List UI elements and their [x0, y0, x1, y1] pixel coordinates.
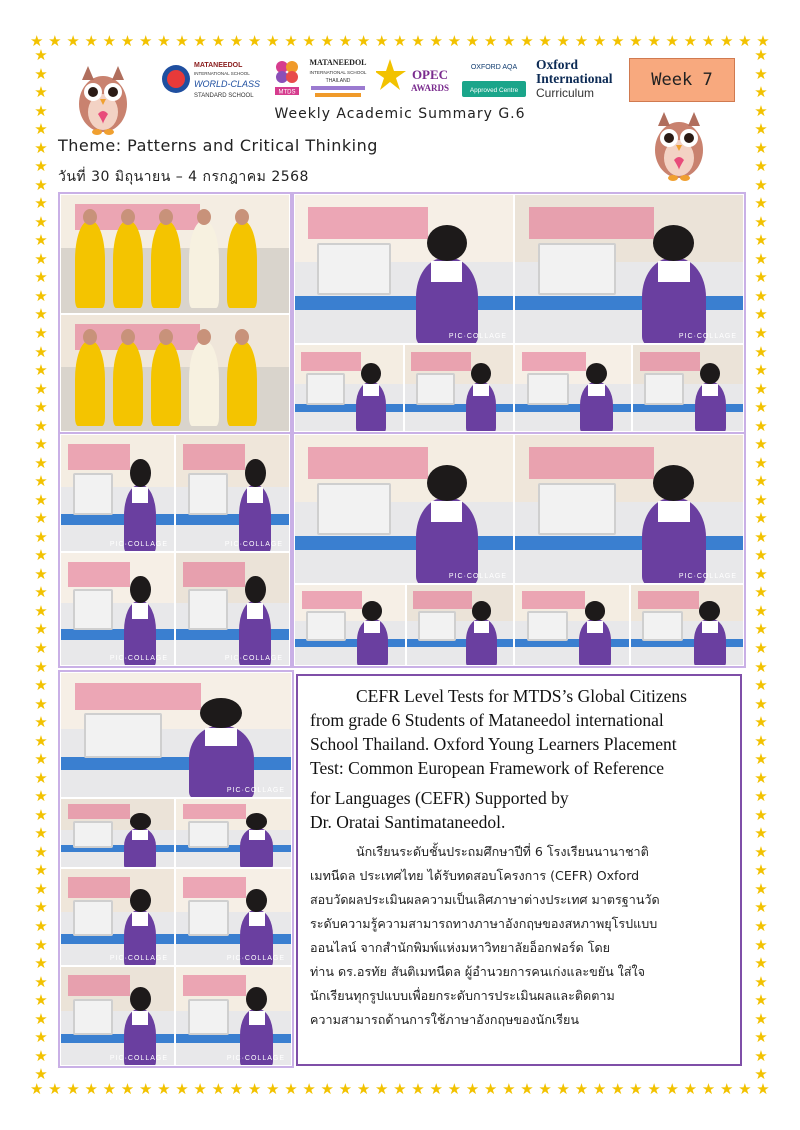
star-icon: ★: [447, 1080, 462, 1098]
star-icon: ★: [754, 935, 768, 954]
collage-watermark: PIC·COLLAGE: [109, 955, 168, 962]
star-icon: ★: [34, 583, 48, 602]
mataneedol-logo-line2: INTERNATIONAL SCHOOL: [309, 70, 367, 75]
worldclass-logo-line2: INTERNATIONAL SCHOOL: [194, 71, 250, 76]
star-icon: ★: [754, 361, 768, 380]
star-icon: ★: [754, 453, 768, 472]
star-icon: ★: [34, 601, 48, 620]
star-icon: ★: [754, 639, 768, 657]
star-icon: ★: [683, 32, 698, 50]
star-icon: ★: [34, 546, 48, 565]
star-icon: ★: [665, 32, 679, 50]
star-icon: ★: [34, 713, 48, 732]
article-heading-line: from grade 6 Students of Mataneedol international: [310, 710, 664, 730]
star-icon: ★: [34, 898, 48, 917]
star-icon: ★: [465, 1080, 480, 1098]
star-icon: ★: [738, 32, 752, 50]
collage-watermark: PIC·COLLAGE: [109, 655, 168, 662]
article-heading-line: Test: Common European Framework of Reference: [310, 758, 665, 778]
star-icon: ★: [756, 32, 770, 50]
collage-watermark: PIC·COLLAGE: [109, 1055, 168, 1062]
star-icon: ★: [754, 898, 768, 917]
star-icon: ★: [34, 1046, 48, 1065]
collage-watermark: PIC·COLLAGE: [678, 333, 737, 340]
star-icon: ★: [465, 32, 480, 50]
star-icon: ★: [754, 824, 768, 843]
collage-watermark: PIC·COLLAGE: [226, 1055, 285, 1062]
owl-mascot-left-icon: [70, 62, 136, 136]
star-icon: ★: [157, 1080, 171, 1098]
collage-frame: [58, 670, 294, 1068]
star-icon: ★: [34, 1028, 48, 1047]
star-icon: ★: [34, 805, 48, 824]
star-icon: ★: [102, 32, 117, 50]
star-icon: ★: [34, 879, 48, 898]
star-icon: ★: [34, 268, 48, 287]
star-icon: ★: [754, 657, 768, 676]
star-icon: ★: [320, 32, 334, 50]
star-icon: ★: [592, 1080, 607, 1098]
mataneedol-logo: [305, 55, 371, 103]
star-icon: ★: [34, 323, 48, 342]
star-icon: ★: [34, 824, 48, 843]
star-icon: ★: [34, 175, 48, 194]
star-icon: ★: [629, 32, 643, 50]
star-icon: ★: [34, 676, 48, 695]
star-icon: ★: [754, 564, 768, 583]
star-icon: ★: [34, 249, 48, 268]
thai-line: นักเรียนทุกรูปแบบเพื่อยกระดับการประเมินผลและติดตาม: [310, 988, 615, 1003]
star-icon: ★: [84, 1080, 98, 1098]
star-icon: ★: [175, 32, 189, 50]
star-icon: ★: [754, 1065, 768, 1083]
star-icon: ★: [574, 32, 589, 50]
star-icon: ★: [538, 1080, 552, 1098]
star-icon: ★: [34, 694, 48, 713]
star-icon: ★: [754, 490, 768, 509]
star-icon: ★: [483, 1080, 498, 1098]
star-icon: ★: [502, 1080, 516, 1098]
star-icon: ★: [34, 731, 48, 750]
opec-logo-line1: OPEC: [411, 67, 449, 82]
star-icon: ★: [719, 1080, 734, 1098]
star-icon: ★: [102, 1080, 117, 1098]
oxford-curriculum-logo: [536, 55, 624, 103]
star-icon: ★: [754, 1046, 768, 1065]
oxford-curriculum-line2: International: [536, 71, 613, 86]
star-icon: ★: [34, 527, 48, 546]
star-icon: ★: [754, 546, 768, 565]
star-icon: ★: [302, 32, 316, 50]
worldclass-logo-line4: STANDARD SCHOOL: [194, 93, 254, 99]
collage-watermark: PIC·COLLAGE: [448, 573, 507, 580]
star-icon: ★: [138, 1080, 153, 1098]
star-icon: ★: [754, 713, 768, 732]
star-icon: ★: [211, 1080, 226, 1098]
star-icon: ★: [754, 861, 768, 880]
star-icon: ★: [754, 620, 768, 639]
star-icon: ★: [284, 32, 298, 50]
star-icon: ★: [84, 32, 98, 50]
star-icon: ★: [754, 231, 768, 250]
star-icon: ★: [738, 1080, 752, 1098]
star-icon: ★: [754, 750, 768, 769]
star-icon: ★: [34, 991, 48, 1010]
opec-logo-line2: AWARDS: [410, 83, 450, 93]
star-icon: ★: [34, 787, 48, 806]
star-icon: ★: [520, 1080, 534, 1098]
star-icon: ★: [34, 972, 48, 991]
star-icon: ★: [266, 32, 280, 50]
star-icon: ★: [48, 32, 62, 50]
star-icon: ★: [754, 379, 768, 398]
star-icon: ★: [34, 490, 48, 509]
star-icon: ★: [754, 509, 768, 528]
collage-watermark: PIC·COLLAGE: [224, 541, 283, 548]
star-border-top: [30, 32, 770, 50]
star-icon: ★: [34, 435, 48, 454]
star-icon: ★: [701, 32, 716, 50]
collage-watermark: PIC·COLLAGE: [226, 955, 285, 962]
star-icon: ★: [34, 157, 48, 176]
star-icon: ★: [34, 83, 48, 102]
star-icon: ★: [266, 1080, 280, 1098]
star-icon: ★: [411, 1080, 425, 1098]
star-icon: ★: [211, 32, 226, 50]
star-icon: ★: [754, 991, 768, 1010]
collage-watermark: PIC·COLLAGE: [224, 655, 283, 662]
star-icon: ★: [754, 472, 768, 491]
theme-heading: Theme: Patterns and Critical Thinking: [58, 136, 378, 155]
star-icon: ★: [34, 305, 48, 324]
star-icon: ★: [34, 453, 48, 472]
star-icon: ★: [34, 48, 48, 64]
star-icon: ★: [754, 48, 768, 64]
star-icon: ★: [754, 212, 768, 231]
star-icon: ★: [34, 286, 48, 305]
star-icon: ★: [193, 1080, 207, 1098]
star-icon: ★: [592, 32, 607, 50]
star-icon: ★: [229, 32, 244, 50]
star-icon: ★: [754, 676, 768, 695]
star-icon: ★: [157, 32, 171, 50]
star-icon: ★: [754, 83, 768, 102]
star-icon: ★: [34, 509, 48, 528]
star-border-right: [752, 48, 770, 1083]
star-icon: ★: [34, 657, 48, 676]
star-icon: ★: [754, 1009, 768, 1028]
star-icon: ★: [754, 286, 768, 305]
oxford-curriculum-line1: Oxford: [536, 57, 578, 72]
star-icon: ★: [34, 935, 48, 954]
week-label: Week 7: [651, 70, 713, 90]
collage-frame: [58, 192, 292, 434]
star-icon: ★: [120, 32, 135, 50]
star-icon: ★: [34, 120, 48, 139]
star-icon: ★: [175, 1080, 189, 1098]
star-icon: ★: [756, 1080, 770, 1098]
collage-frame: [58, 432, 292, 668]
collage-watermark: PIC·COLLAGE: [226, 787, 285, 794]
star-icon: ★: [138, 32, 153, 50]
star-icon: ★: [611, 32, 625, 50]
star-icon: ★: [701, 1080, 716, 1098]
star-icon: ★: [754, 842, 768, 861]
oxford-aqa-logo-line2: Approved Centre: [469, 87, 519, 94]
thai-line: ระดับความรู้ความสามารถทางภาษาอังกฤษของสหภาพยุโรปแบบ: [310, 916, 658, 931]
article-heading-line: Dr. Oratai Santimataneedol.: [310, 812, 506, 832]
mtds-logo-text: MTDS: [278, 89, 296, 96]
star-icon: ★: [34, 564, 48, 583]
star-icon: ★: [34, 842, 48, 861]
star-icon: ★: [447, 32, 462, 50]
star-icon: ★: [754, 954, 768, 973]
star-icon: ★: [34, 416, 48, 435]
star-icon: ★: [556, 1080, 570, 1098]
article-thai-body: [310, 840, 726, 1032]
star-icon: ★: [754, 527, 768, 546]
star-icon: ★: [247, 32, 262, 50]
star-icon: ★: [754, 601, 768, 620]
star-icon: ★: [538, 32, 552, 50]
star-icon: ★: [411, 32, 425, 50]
star-icon: ★: [754, 805, 768, 824]
article-heading-line: School Thailand. Oxford Young Learners Placement: [310, 734, 677, 754]
star-icon: ★: [34, 398, 48, 417]
star-icon: ★: [556, 32, 570, 50]
star-icon: ★: [754, 101, 768, 120]
star-icon: ★: [34, 212, 48, 231]
star-icon: ★: [338, 32, 353, 50]
star-icon: ★: [30, 1080, 44, 1098]
star-icon: ★: [302, 1080, 316, 1098]
star-icon: ★: [30, 32, 44, 50]
star-icon: ★: [647, 1080, 661, 1098]
star-icon: ★: [754, 268, 768, 287]
star-icon: ★: [34, 916, 48, 935]
star-icon: ★: [48, 1080, 62, 1098]
thai-line: สอบวัดผลประเมินผลความเป็นเลิศภาษาต่างประเทศ มาตรฐานวัด: [310, 892, 660, 907]
star-icon: ★: [754, 787, 768, 806]
star-icon: ★: [34, 1065, 48, 1083]
star-icon: ★: [754, 194, 768, 213]
article-heading-line: for Languages (CEFR) Supported by: [310, 788, 569, 808]
star-icon: ★: [66, 1080, 80, 1098]
star-icon: ★: [754, 64, 768, 83]
star-icon: ★: [34, 342, 48, 361]
star-icon: ★: [34, 101, 48, 120]
oxford-curriculum-line3: Curriculum: [536, 86, 595, 100]
star-icon: ★: [647, 32, 661, 50]
star-icon: ★: [34, 64, 48, 83]
star-icon: ★: [34, 361, 48, 380]
star-icon: ★: [754, 138, 768, 157]
star-icon: ★: [429, 1080, 443, 1098]
collage-watermark: PIC·COLLAGE: [448, 333, 507, 340]
thai-line: ออนไลน์ จากสำนักพิมพ์แห่งมหาวิทยาลัยอ็อกฟอร์ด โดย: [310, 940, 611, 955]
star-border-bottom: [30, 1080, 770, 1098]
star-icon: ★: [429, 32, 443, 50]
mataneedol-logo-line1: MATANEEDOL: [309, 58, 367, 67]
star-icon: ★: [34, 750, 48, 769]
star-icon: ★: [754, 398, 768, 417]
star-icon: ★: [754, 435, 768, 454]
star-icon: ★: [754, 249, 768, 268]
star-icon: ★: [719, 32, 734, 50]
star-icon: ★: [574, 1080, 589, 1098]
star-icon: ★: [754, 916, 768, 935]
star-icon: ★: [502, 32, 516, 50]
star-icon: ★: [356, 32, 371, 50]
star-icon: ★: [754, 342, 768, 361]
star-icon: ★: [754, 416, 768, 435]
collage-watermark: PIC·COLLAGE: [109, 541, 168, 548]
star-icon: ★: [229, 1080, 244, 1098]
thai-line: ความสามารถด้านการใช้ภาษาอังกฤษของนักเรียน: [310, 1012, 580, 1027]
star-icon: ★: [284, 1080, 298, 1098]
star-icon: ★: [754, 694, 768, 713]
star-icon: ★: [754, 323, 768, 342]
star-icon: ★: [483, 32, 498, 50]
summary-title: Weekly Academic Summary G.6: [274, 106, 526, 122]
star-icon: ★: [754, 175, 768, 194]
article-heading-line: CEFR Level Tests for MTDS’s Global Citizens: [356, 686, 687, 706]
star-icon: ★: [754, 972, 768, 991]
date-range: วันที่ 30 มิถุนายน – 4 กรกฎาคม 2568: [58, 169, 309, 185]
week-badge: [629, 58, 735, 102]
star-icon: ★: [754, 583, 768, 602]
star-icon: ★: [520, 32, 534, 50]
star-icon: ★: [34, 1009, 48, 1028]
star-icon: ★: [120, 1080, 135, 1098]
star-icon: ★: [34, 379, 48, 398]
star-icon: ★: [320, 1080, 334, 1098]
opec-logo: [376, 55, 454, 103]
star-icon: ★: [338, 1080, 353, 1098]
article-box: [296, 674, 742, 1066]
star-icon: ★: [683, 1080, 698, 1098]
article-heading: [310, 684, 726, 834]
oxford-aqa-logo: [460, 55, 528, 103]
mtds-logo: [272, 55, 302, 103]
oxford-aqa-logo-line1: OXFORD AQA: [470, 64, 518, 71]
thai-line: ท่าน ดร.อรทัย สันติเมทนีดล ผู้อำนวยการคนเก่งและขยัน ใส่ใจ: [310, 964, 646, 979]
star-icon: ★: [754, 1028, 768, 1047]
star-icon: ★: [66, 32, 80, 50]
star-icon: ★: [34, 954, 48, 973]
star-icon: ★: [34, 194, 48, 213]
star-icon: ★: [611, 1080, 625, 1098]
star-icon: ★: [34, 472, 48, 491]
star-icon: ★: [393, 1080, 407, 1098]
star-icon: ★: [754, 879, 768, 898]
thai-line: เมทนีดล ประเทศไทย ได้รับทดสอบโครงการ (CEFR) Oxford: [310, 868, 640, 883]
star-icon: ★: [754, 157, 768, 176]
star-border-left: [32, 48, 50, 1083]
collage-watermark: PIC·COLLAGE: [678, 573, 737, 580]
star-icon: ★: [754, 305, 768, 324]
star-icon: ★: [629, 1080, 643, 1098]
star-icon: ★: [374, 1080, 389, 1098]
star-icon: ★: [34, 768, 48, 787]
star-icon: ★: [193, 32, 207, 50]
mataneedol-logo-line3: THAILAND: [325, 78, 351, 84]
star-icon: ★: [34, 639, 48, 657]
star-icon: ★: [754, 120, 768, 139]
thai-line: นักเรียนระดับชั้นประถมศึกษาปีที่ 6 โรงเรียนนานาชาติ: [356, 844, 649, 859]
star-icon: ★: [665, 1080, 679, 1098]
star-icon: ★: [374, 32, 389, 50]
star-icon: ★: [393, 32, 407, 50]
star-icon: ★: [247, 1080, 262, 1098]
star-icon: ★: [754, 731, 768, 750]
star-icon: ★: [34, 620, 48, 639]
collage-frame: [292, 192, 746, 434]
star-icon: ★: [356, 1080, 371, 1098]
star-icon: ★: [34, 861, 48, 880]
worldclass-logo-line3: WORLD-CLASS: [194, 79, 261, 89]
star-icon: ★: [34, 138, 48, 157]
worldclass-logo-line1: MATANEEDOL: [194, 62, 243, 69]
star-icon: ★: [754, 768, 768, 787]
star-icon: ★: [34, 231, 48, 250]
collage-frame: [292, 432, 746, 668]
worldclass-logo: [160, 55, 264, 103]
